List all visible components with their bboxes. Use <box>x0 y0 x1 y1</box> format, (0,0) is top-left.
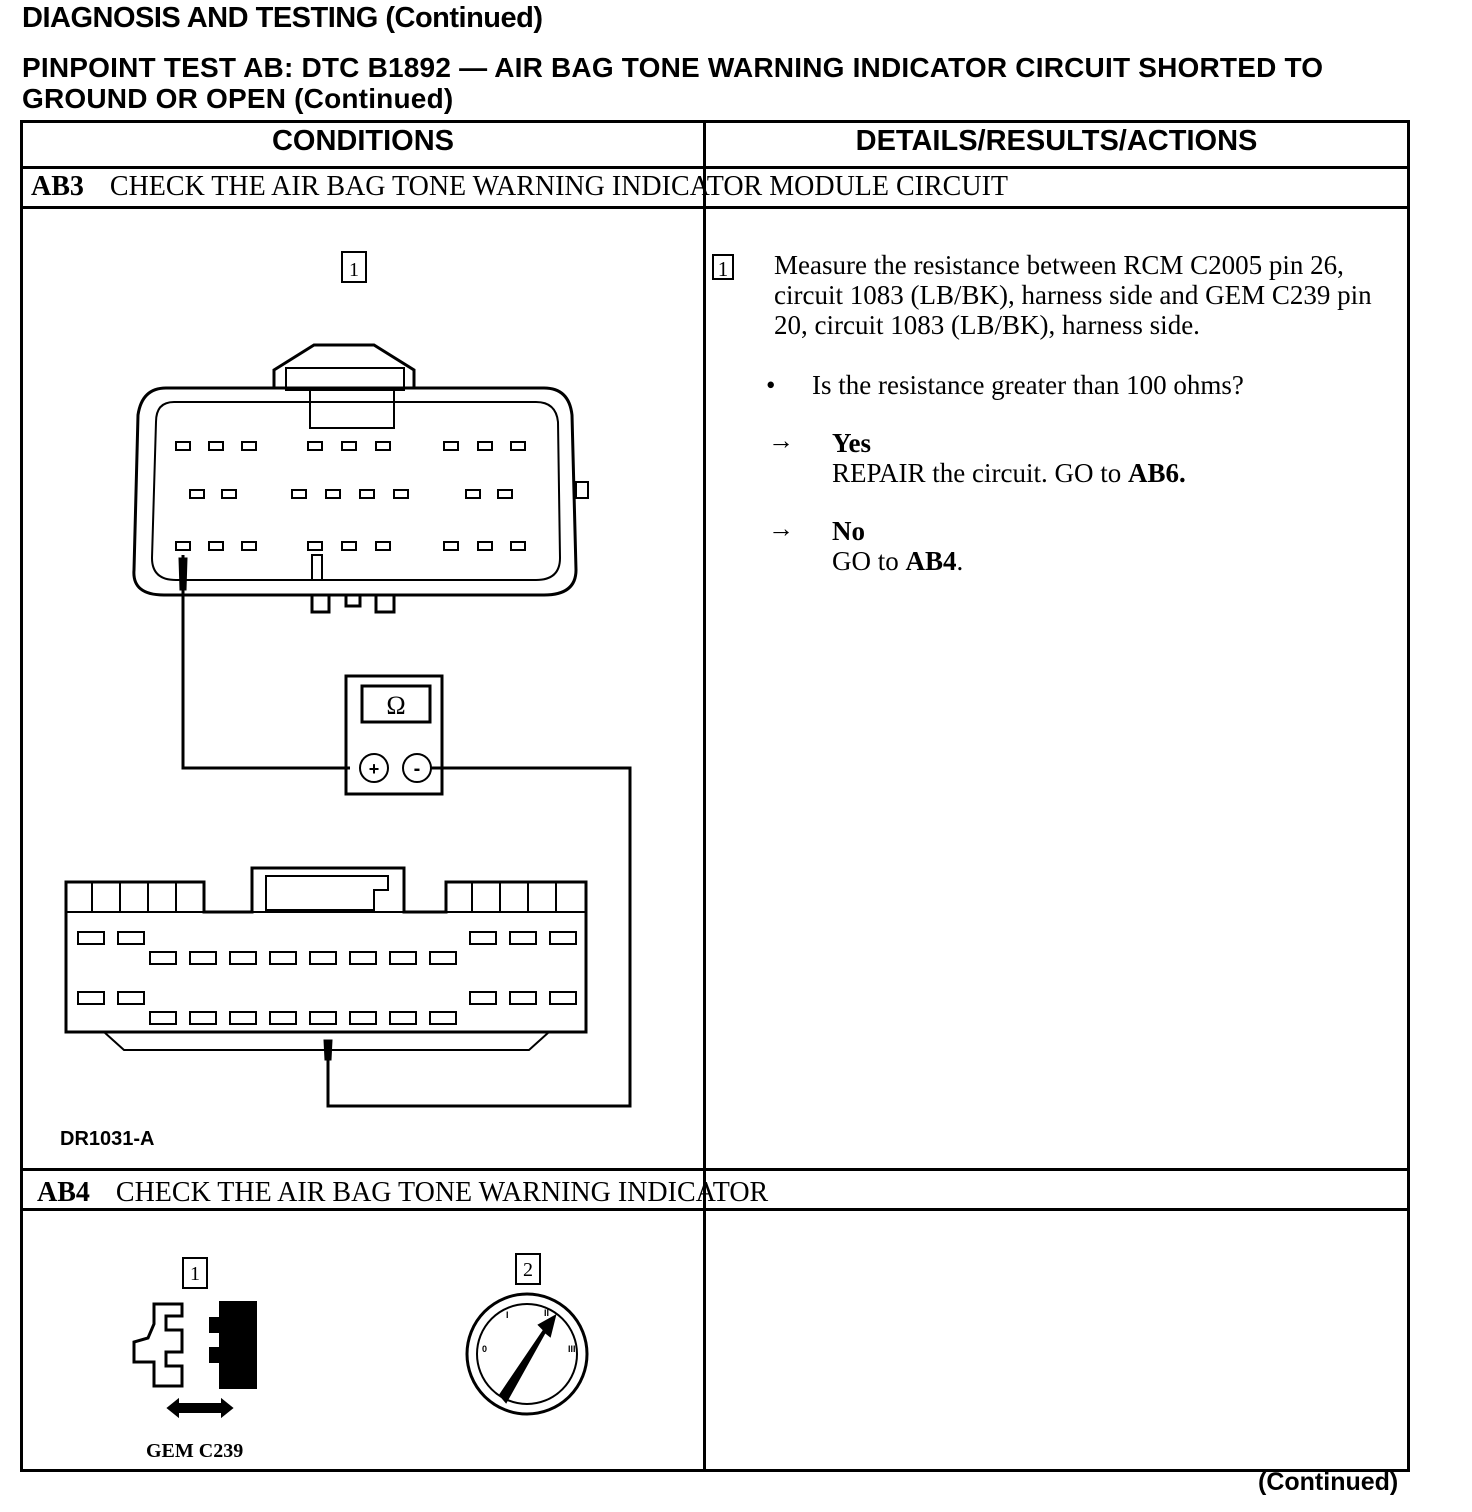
ab3-details <box>717 250 1372 576</box>
ignition-position-1: I <box>506 1310 509 1320</box>
ab3-wiring-diagram <box>24 210 684 1130</box>
ab3-title-divider <box>23 206 1407 209</box>
gem-connector-label: GEM C239 <box>146 1440 244 1462</box>
plus-icon: + <box>368 759 380 779</box>
ab3-instruction-block <box>717 250 1372 340</box>
ignition-position-2: II <box>544 1308 550 1318</box>
yes-action: REPAIR the circuit. GO to <box>832 458 1128 488</box>
diagram-step-number: 1 <box>349 259 359 281</box>
yes-period: . <box>1179 458 1186 488</box>
ab4-step-title: CHECK THE AIR BAG TONE WARNING INDICATOR <box>115 1177 769 1208</box>
minus-icon: - <box>413 758 421 780</box>
ohm-symbol: Ω <box>386 691 406 720</box>
ab3-instruction: Measure the resistance between RCM C2005 pin 26, circuit 1083 (LB/BK), harness side and GEM C239 pin 20, circuit 1083 (LB/BK), harness side. <box>774 250 1372 340</box>
yes-label: Yes <box>832 428 871 458</box>
ab3-step-id: AB3 <box>31 171 84 202</box>
ab3-question-text: Is the resistance greater than 100 ohms? <box>812 370 1244 400</box>
ab4-step-id: AB4 <box>37 1177 90 1208</box>
gem-connector <box>66 868 586 1050</box>
connector-disconnect-icon <box>134 1302 256 1416</box>
no-label: No <box>832 516 865 546</box>
ignition-position-3: III <box>568 1344 576 1354</box>
column-divider <box>703 123 706 1469</box>
probe-tip-icon <box>179 558 187 590</box>
conditions-header: CONDITIONS <box>271 125 455 157</box>
ignition-switch-icon <box>467 1294 587 1414</box>
arrow-icon: → <box>768 426 794 455</box>
no-period: . <box>956 546 964 576</box>
ab3-answer-yes <box>762 428 1372 488</box>
rcm-connector <box>134 345 588 612</box>
ab3-step-title: CHECK THE AIR BAG TONE WARNING INDICATOR MODULE CIRCUIT <box>109 171 1008 202</box>
figure-id: DR1031-A <box>60 1128 155 1150</box>
section-title: DIAGNOSIS AND TESTING (Continued) <box>22 2 543 34</box>
lead-wire-positive <box>183 555 350 768</box>
bullet-icon: • <box>766 370 776 400</box>
ab3-question <box>762 370 1372 400</box>
ab4-step2-number: 2 <box>523 1259 533 1281</box>
yes-target-link[interactable]: AB6 <box>1128 458 1180 488</box>
pinpoint-test-title: PINPOINT TEST AB: DTC B1892 — AIR BAG TONE WARNING INDICATOR CIRCUIT SHORTED TO GROUND OR OPEN (Continued) <box>22 52 1324 114</box>
continued-label: (Continued) <box>1258 1468 1399 1496</box>
ab4-step1-number: 1 <box>190 1263 200 1285</box>
ab4-step-header <box>37 1177 768 1209</box>
ab3-answer-no <box>762 516 1372 576</box>
ab3-instruction-number: 1 <box>712 254 734 280</box>
arrow-icon: → <box>768 514 794 543</box>
ab3-step-header <box>31 171 1008 203</box>
ignition-position-0: 0 <box>482 1344 488 1354</box>
header-row-divider <box>23 166 1407 169</box>
no-action: GO to <box>832 546 906 576</box>
ab4-top-divider <box>23 1168 1407 1171</box>
no-target-link[interactable]: AB4 <box>905 546 957 576</box>
ab4-diagram <box>30 1212 670 1462</box>
details-header: DETAILS/RESULTS/ACTIONS <box>855 125 1258 157</box>
